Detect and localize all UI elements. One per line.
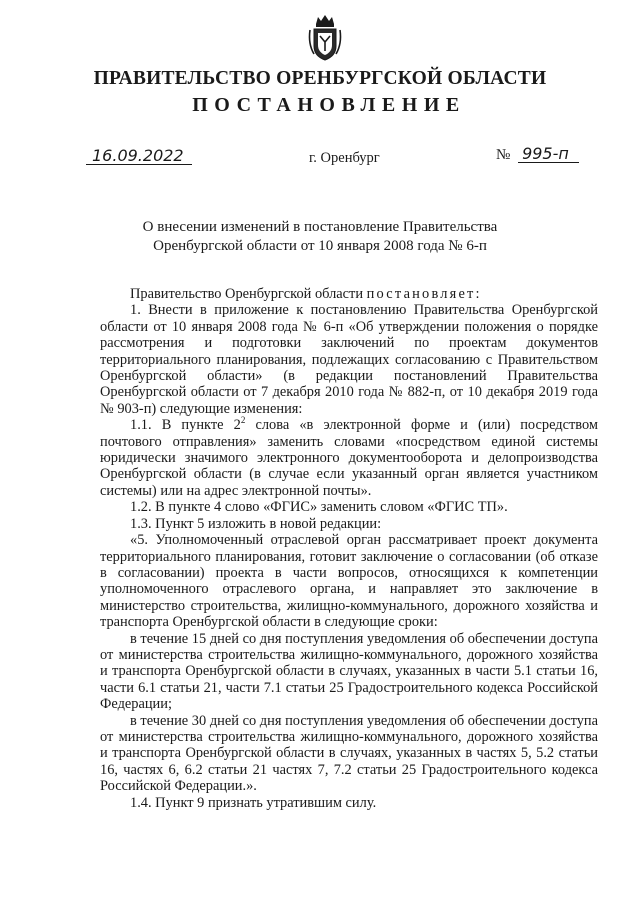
document-date [86, 148, 192, 166]
paragraph-1-2: 1.2. В пункте 4 слово «ФГИС» заменить словом «ФГИС ТП». [130, 499, 508, 516]
number-prefix: № [496, 147, 511, 163]
paragraph-1-3: 1.3. Пункт 5 изложить в новой редакции: [130, 515, 382, 532]
government-title: ПРАВИТЕЛЬСТВО ОРЕНБУРГСКОЙ ОБЛАСТИ [93, 68, 547, 89]
subject-line-1: О внесении изменений в постановление Правительства [142, 219, 498, 235]
document-number [496, 146, 579, 164]
lead-spaced: постановляет: [366, 286, 482, 302]
paragraph-1-1-rest: слова «в электронной форме и (или) посредством почтового отправления» заменить словами «посредством единой системы юридически значимого электронного документооборота и делопроизводства Оренбургской области (в случае если указанный орган является участником системы) или на адрес электронной почты». [100, 417, 598, 499]
document-type: ПОСТАНОВЛЕНИЕ [192, 94, 466, 116]
paragraph-1-4: 1.4. Пункт 9 признать утратившим силу. [130, 794, 377, 811]
paragraph-5-a: в течение 15 дней со дня поступления уведомления об обеспечении доступа от министерства строительства жилищно-коммунального, дорожного хозяйства и транспорта Оренбургской области в случаях, указанных в части 5.1 статьи 16, части 6.1 статьи 21, части 7.1 статьи 25 Градостроительного кодекса Российской Федерации; [100, 630, 598, 713]
paragraph-1: 1. Внести в приложение к постановлению Правительства Оренбургской области от 10 января 2008 года № 6-п «Об утверждении положения о порядке рассмотрения и подготовки заключений по проектам документов территориального планирования, подлежащих согласованию с Правительством Оренбургской области» (в редакции постановлений Правительства Оренбургской области от 7 декабря 2010 года № 882-п, от 10 декабря 2019 года № 903-п) следующие изменения: [100, 302, 598, 417]
document-subject [0, 218, 640, 256]
lead-paragraph [100, 286, 598, 302]
paragraph-5-b: в течение 30 дней со дня поступления уведомления об обеспечении доступа от министерства строительства жилищно-коммунального, дорожного хозяйства и транспорта Оренбургской области в случаях, указанных в частях 5, 5.2 статьи 16, частях 6, 6.2 статьи 21 частях 7, 7.2 статьи 25 Градостроительного кодекса Российской Федерации.». [100, 712, 598, 795]
subject-line-2: Оренбургской области от 10 января 2008 года № 6-п [153, 238, 487, 254]
paragraph-5: «5. Уполномоченный отраслевой орган рассматривает проект документа территориального планирования, готовит заключение о согласовании (об отказе в согласовании) проекта в части вопросов, относящихся к компетенции уполномоченного отраслевого органа, и направляет это заключение в министерство строительства, жилищно-коммунального, дорожного хозяйства и транспорта Оренбургской области в следующие сроки: [100, 532, 598, 631]
coat-of-arms-icon [307, 14, 343, 62]
paragraph-1-1 [100, 417, 598, 499]
number-value: 995-п [518, 146, 579, 163]
lead-start: Правительство Оренбургской области [130, 286, 364, 302]
superscript: 2 [240, 415, 246, 426]
document-city: г. Оренбург [309, 150, 380, 166]
date-value: 16.09.2022 [86, 148, 192, 165]
document-body [100, 286, 598, 811]
paragraph-1-1-start: 1.1. В пункте 2 [130, 417, 241, 434]
